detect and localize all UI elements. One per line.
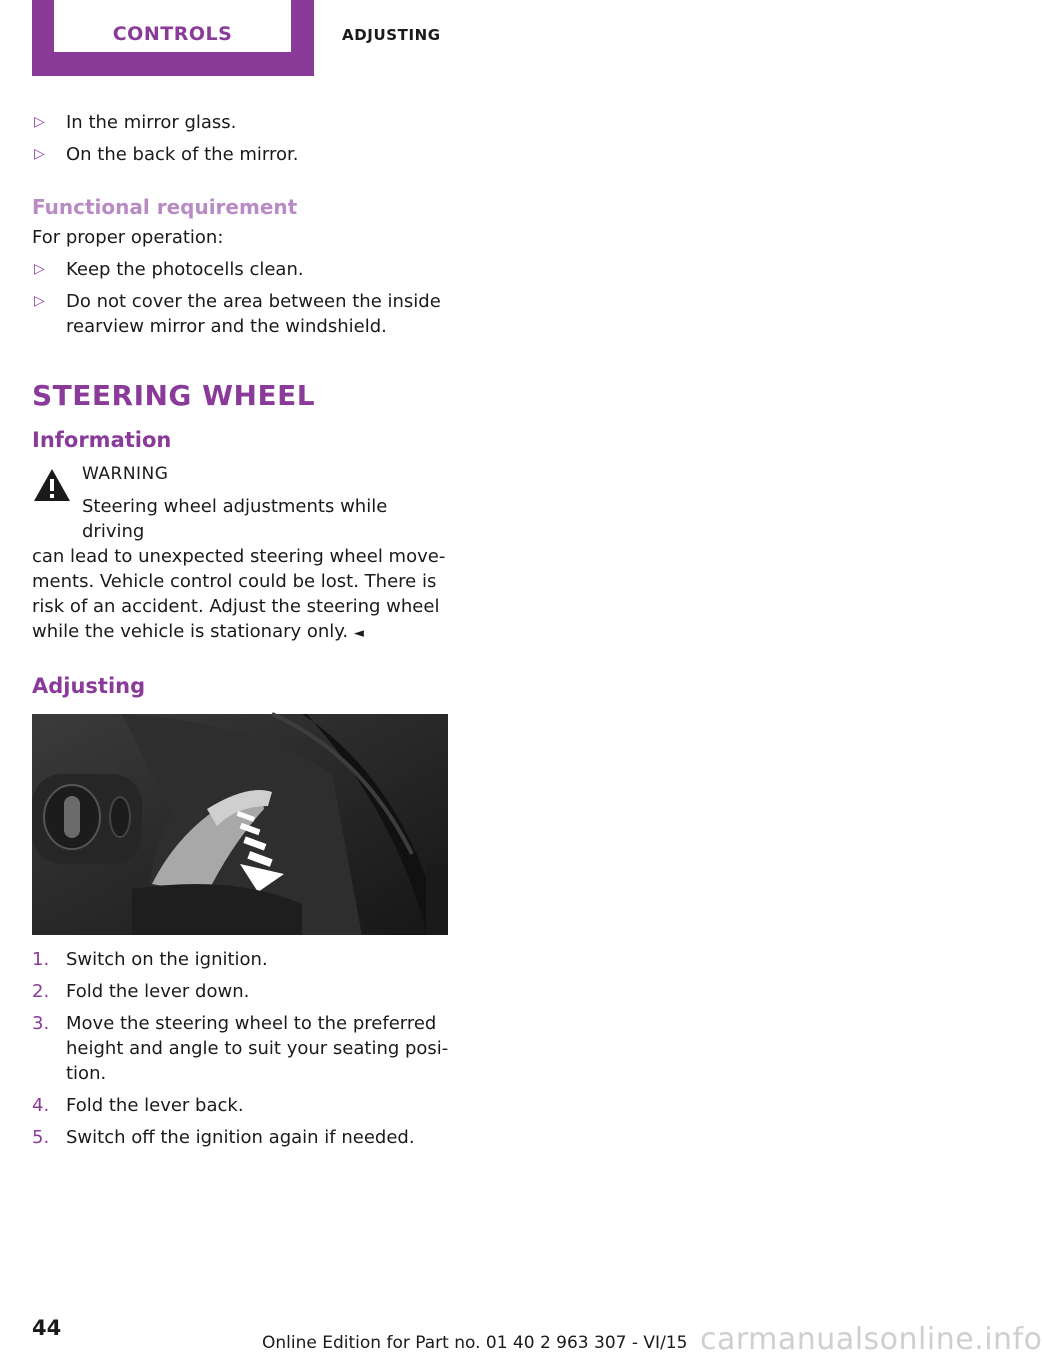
steering-lever-photo xyxy=(32,714,448,935)
list-item: ▷ Do not cover the area between the inside rearview mirror and the windshield. xyxy=(34,291,441,337)
triangle-bullet-icon: ▷ xyxy=(34,146,45,162)
list-item: 2. Fold the lever down. xyxy=(32,981,250,1002)
main-content xyxy=(32,110,452,1157)
steering-wheel-heading: STEERING WHEEL xyxy=(32,379,316,412)
triangle-bullet-icon: ▷ xyxy=(34,261,45,277)
list-item: 5. Switch off the ignition again if needed. xyxy=(32,1127,415,1148)
tab-adjusting[interactable]: ADJUSTING xyxy=(342,26,441,44)
warning-triangle-icon xyxy=(32,466,72,504)
step-number: 2. xyxy=(32,981,50,1002)
information-heading: Information xyxy=(32,428,172,452)
step-number: 1. xyxy=(32,949,50,970)
warning-block xyxy=(32,462,452,646)
list-item: 3. Move the steering wheel to the preferred height and angle to suit your seating posi-tion. xyxy=(32,1013,449,1084)
step-number: 5. xyxy=(32,1127,50,1148)
page-number: 44 xyxy=(32,1316,62,1340)
end-mark-icon: ◄ xyxy=(353,626,364,641)
adjusting-heading: Adjusting xyxy=(32,674,146,698)
step-number: 4. xyxy=(32,1095,50,1116)
warning-label: WARNING xyxy=(82,464,169,484)
warning-text-rest: can lead to unexpected steering wheel move-ments. Vehicle control could be lost. There is risk of an accident. Adjust the steering wheel while the vehicle is stationary only. ◄ xyxy=(32,546,446,642)
step-number: 3. xyxy=(32,1013,50,1034)
triangle-bullet-icon: ▷ xyxy=(34,293,45,309)
list-item: ▷ Keep the photocells clean. xyxy=(34,259,304,280)
tab-controls[interactable] xyxy=(32,0,314,76)
steering-lever-illustration xyxy=(32,714,448,935)
functional-intro: For proper operation: xyxy=(32,227,224,248)
watermark: carmanualsonline.info xyxy=(700,1322,1042,1357)
list-item: ▷ On the back of the mirror. xyxy=(34,144,299,165)
edition-footer: Online Edition for Part no. 01 40 2 963 307 - VI/15 xyxy=(262,1333,688,1353)
tab-controls-label: CONTROLS xyxy=(54,0,291,52)
functional-requirement-heading: Functional requirement xyxy=(32,195,298,219)
list-item: 4. Fold the lever back. xyxy=(32,1095,244,1116)
list-item: 1. Switch on the ignition. xyxy=(32,949,268,970)
list-item: ▷ In the mirror glass. xyxy=(34,112,237,133)
triangle-bullet-icon: ▷ xyxy=(34,114,45,130)
warning-text-first-line: Steering wheel adjustments while driving xyxy=(82,496,388,542)
